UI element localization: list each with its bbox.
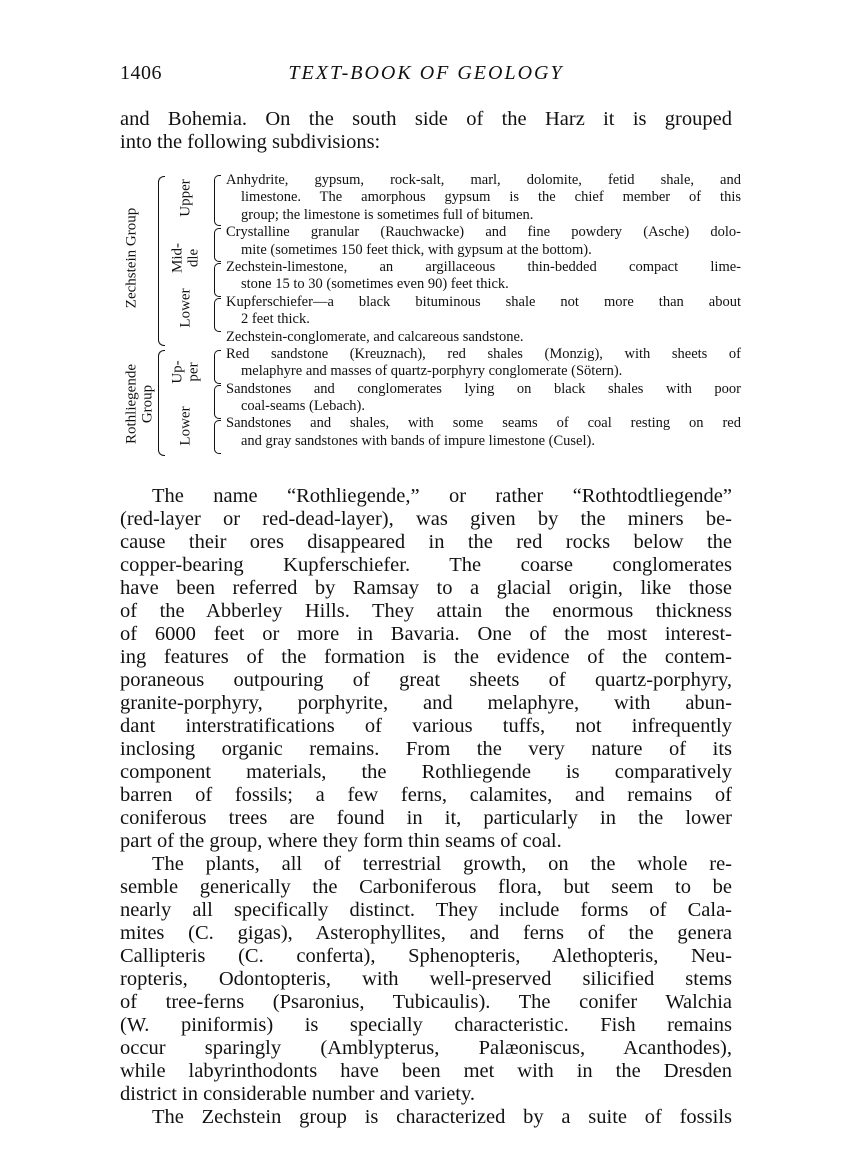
text-line: of tree-ferns (Psaronius, Tubicaulis). The conifer Walchia	[120, 991, 732, 1013]
text-line: mites (C. gigas), Asterophyllites, and ferns of the genera	[120, 922, 732, 944]
text-line: of the Abberley Hills. They attain the enormous thickness	[120, 600, 732, 622]
running-title: TEXT-BOOK OF GEOLOGY	[288, 62, 564, 84]
paragraph-zechstein	[120, 1106, 732, 1129]
row-brace	[214, 228, 221, 262]
text-line: ing features of the formation is the evidence of the contem-	[120, 646, 732, 668]
text-line: component materials, the Rothliegende is comparatively	[120, 761, 732, 783]
text-line: (red-layer or red-dead-layer), was given by the miners be-	[120, 508, 732, 530]
table-row: 2 feet thick.	[241, 311, 310, 328]
division-label-lower-rothliegende: Lower	[177, 406, 194, 446]
row-brace	[214, 420, 221, 454]
table-row: coal-seams (Lebach).	[241, 398, 365, 415]
paragraph-plants	[120, 853, 732, 1106]
row-brace	[214, 350, 221, 384]
text-line: nearly all specifically distinct. They include forms of Cala-	[120, 899, 732, 921]
text-line: dant interstratifications of various tuffs, not infrequently	[120, 715, 732, 737]
table-row: melaphyre and masses of quartz-porphyry conglomerate (Sötern).	[241, 363, 623, 380]
row-brace	[214, 298, 221, 332]
division-label-middle-a: Mid-	[169, 243, 186, 273]
row-brace	[214, 385, 221, 419]
text-line: ropteris, Odontopteris, with well-preserved silicified stems	[120, 968, 732, 990]
table-row: Red sandstone (Kreuznach), red shales (Monzig), with sheets of	[226, 345, 741, 362]
text-line: The plants, all of terrestrial growth, on the whole re-	[152, 853, 732, 875]
division-label-upper-rothliegende-b: per	[185, 362, 202, 382]
text-line: The Zechstein group is characterized by a suite of fossils	[152, 1106, 732, 1128]
table-row: Anhydrite, gypsum, rock-salt, marl, dolomite, fetid shale, and	[226, 172, 741, 188]
division-label-upper-rothliegende-a: Up-	[169, 360, 186, 384]
group-label-rothliegende-a: Rothliegende	[123, 364, 140, 444]
text-line: occur sparingly (Amblypterus, Palæoniscus, Acanthodes),	[120, 1037, 732, 1059]
text-line: semble generically the Carboniferous flora, but seem to be	[120, 876, 732, 898]
table-row: Sandstones and conglomerates lying on black shales with poor	[226, 380, 741, 397]
text-line: and Bohemia. On the south side of the Harz it is grouped	[120, 108, 732, 130]
text-line: have been referred by Ramsay to a glacial origin, like those	[120, 577, 732, 599]
table-row: Kupferschiefer—a black bituminous shale not more than about	[226, 293, 741, 310]
table-row: Zechstein-conglomerate, and calcareous sandstone.	[226, 328, 524, 345]
text-line: copper-bearing Kupferschiefer. The coarse conglomerates	[120, 554, 732, 576]
table-row: Crystalline granular (Rauchwacke) and fine powdery (Asche) dolo-	[226, 224, 741, 241]
text-line: The name “Rothliegende,” or rather “Rothtodtliegende”	[152, 485, 732, 507]
text-line: into the following subdivisions:	[120, 131, 381, 153]
text-line: coniferous trees are found in it, particularly in the lower	[120, 807, 732, 829]
table-row: and gray sandstones with bands of impure limestone (Cusel).	[241, 432, 595, 449]
division-label-lower-zechstein: Lower	[177, 288, 194, 328]
row-brace	[214, 263, 221, 297]
text-line: granite-porphyry, porphyrite, and melaphyre, with abun-	[120, 692, 732, 714]
text-line: while labyrinthodonts have been met with in the Dresden	[120, 1060, 732, 1082]
division-label-middle-b: dle	[185, 248, 202, 268]
text-line: part of the group, where they form thin seams of coal.	[120, 830, 562, 852]
row-brace	[214, 175, 221, 226]
stratigraphy-table	[110, 172, 740, 462]
table-row: group; the limestone is sometimes full of bitumen.	[241, 206, 534, 223]
page-header	[120, 62, 732, 86]
paragraph-rothliegende-name	[120, 485, 732, 853]
text-line: (W. piniformis) is specially characteristic. Fish remains	[120, 1014, 732, 1036]
group-brace-zechstein	[158, 176, 165, 346]
table-row: Sandstones and shales, with some seams of coal resting on red	[226, 415, 741, 432]
text-line: district in considerable number and variety.	[120, 1083, 476, 1105]
text-line: cause their ores disappeared in the red rocks below the	[120, 531, 732, 553]
table-row: Zechstein-limestone, an argillaceous thin-bedded compact lime-	[226, 258, 741, 275]
text-line: of 6000 feet or more in Bavaria. One of the most interest-	[120, 623, 732, 645]
text-line: Callipteris (C. conferta), Sphenopteris, Alethopteris, Neu-	[120, 945, 732, 967]
text-line: inclosing organic remains. From the very nature of its	[120, 738, 732, 760]
text-line: barren of fossils; a few ferns, calamites, and remains of	[120, 784, 732, 806]
page-number: 1406	[120, 62, 162, 84]
text-line: poraneous outpouring of great sheets of quartz-porphyry,	[120, 669, 732, 691]
table-row: limestone. The amorphous gypsum is the chief member of this	[241, 189, 741, 206]
table-row: mite (sometimes 150 feet thick, with gypsum at the bottom).	[241, 241, 592, 258]
group-label-zechstein: Zechstein Group	[123, 207, 140, 309]
intro-paragraph	[120, 108, 732, 154]
table-entries	[226, 172, 741, 450]
group-label-rothliegende-b: Group	[139, 384, 156, 424]
division-label-upper: Upper	[177, 179, 194, 217]
group-brace-rothliegende	[158, 350, 165, 456]
table-row: stone 15 to 30 (sometimes even 90) feet thick.	[241, 276, 509, 293]
